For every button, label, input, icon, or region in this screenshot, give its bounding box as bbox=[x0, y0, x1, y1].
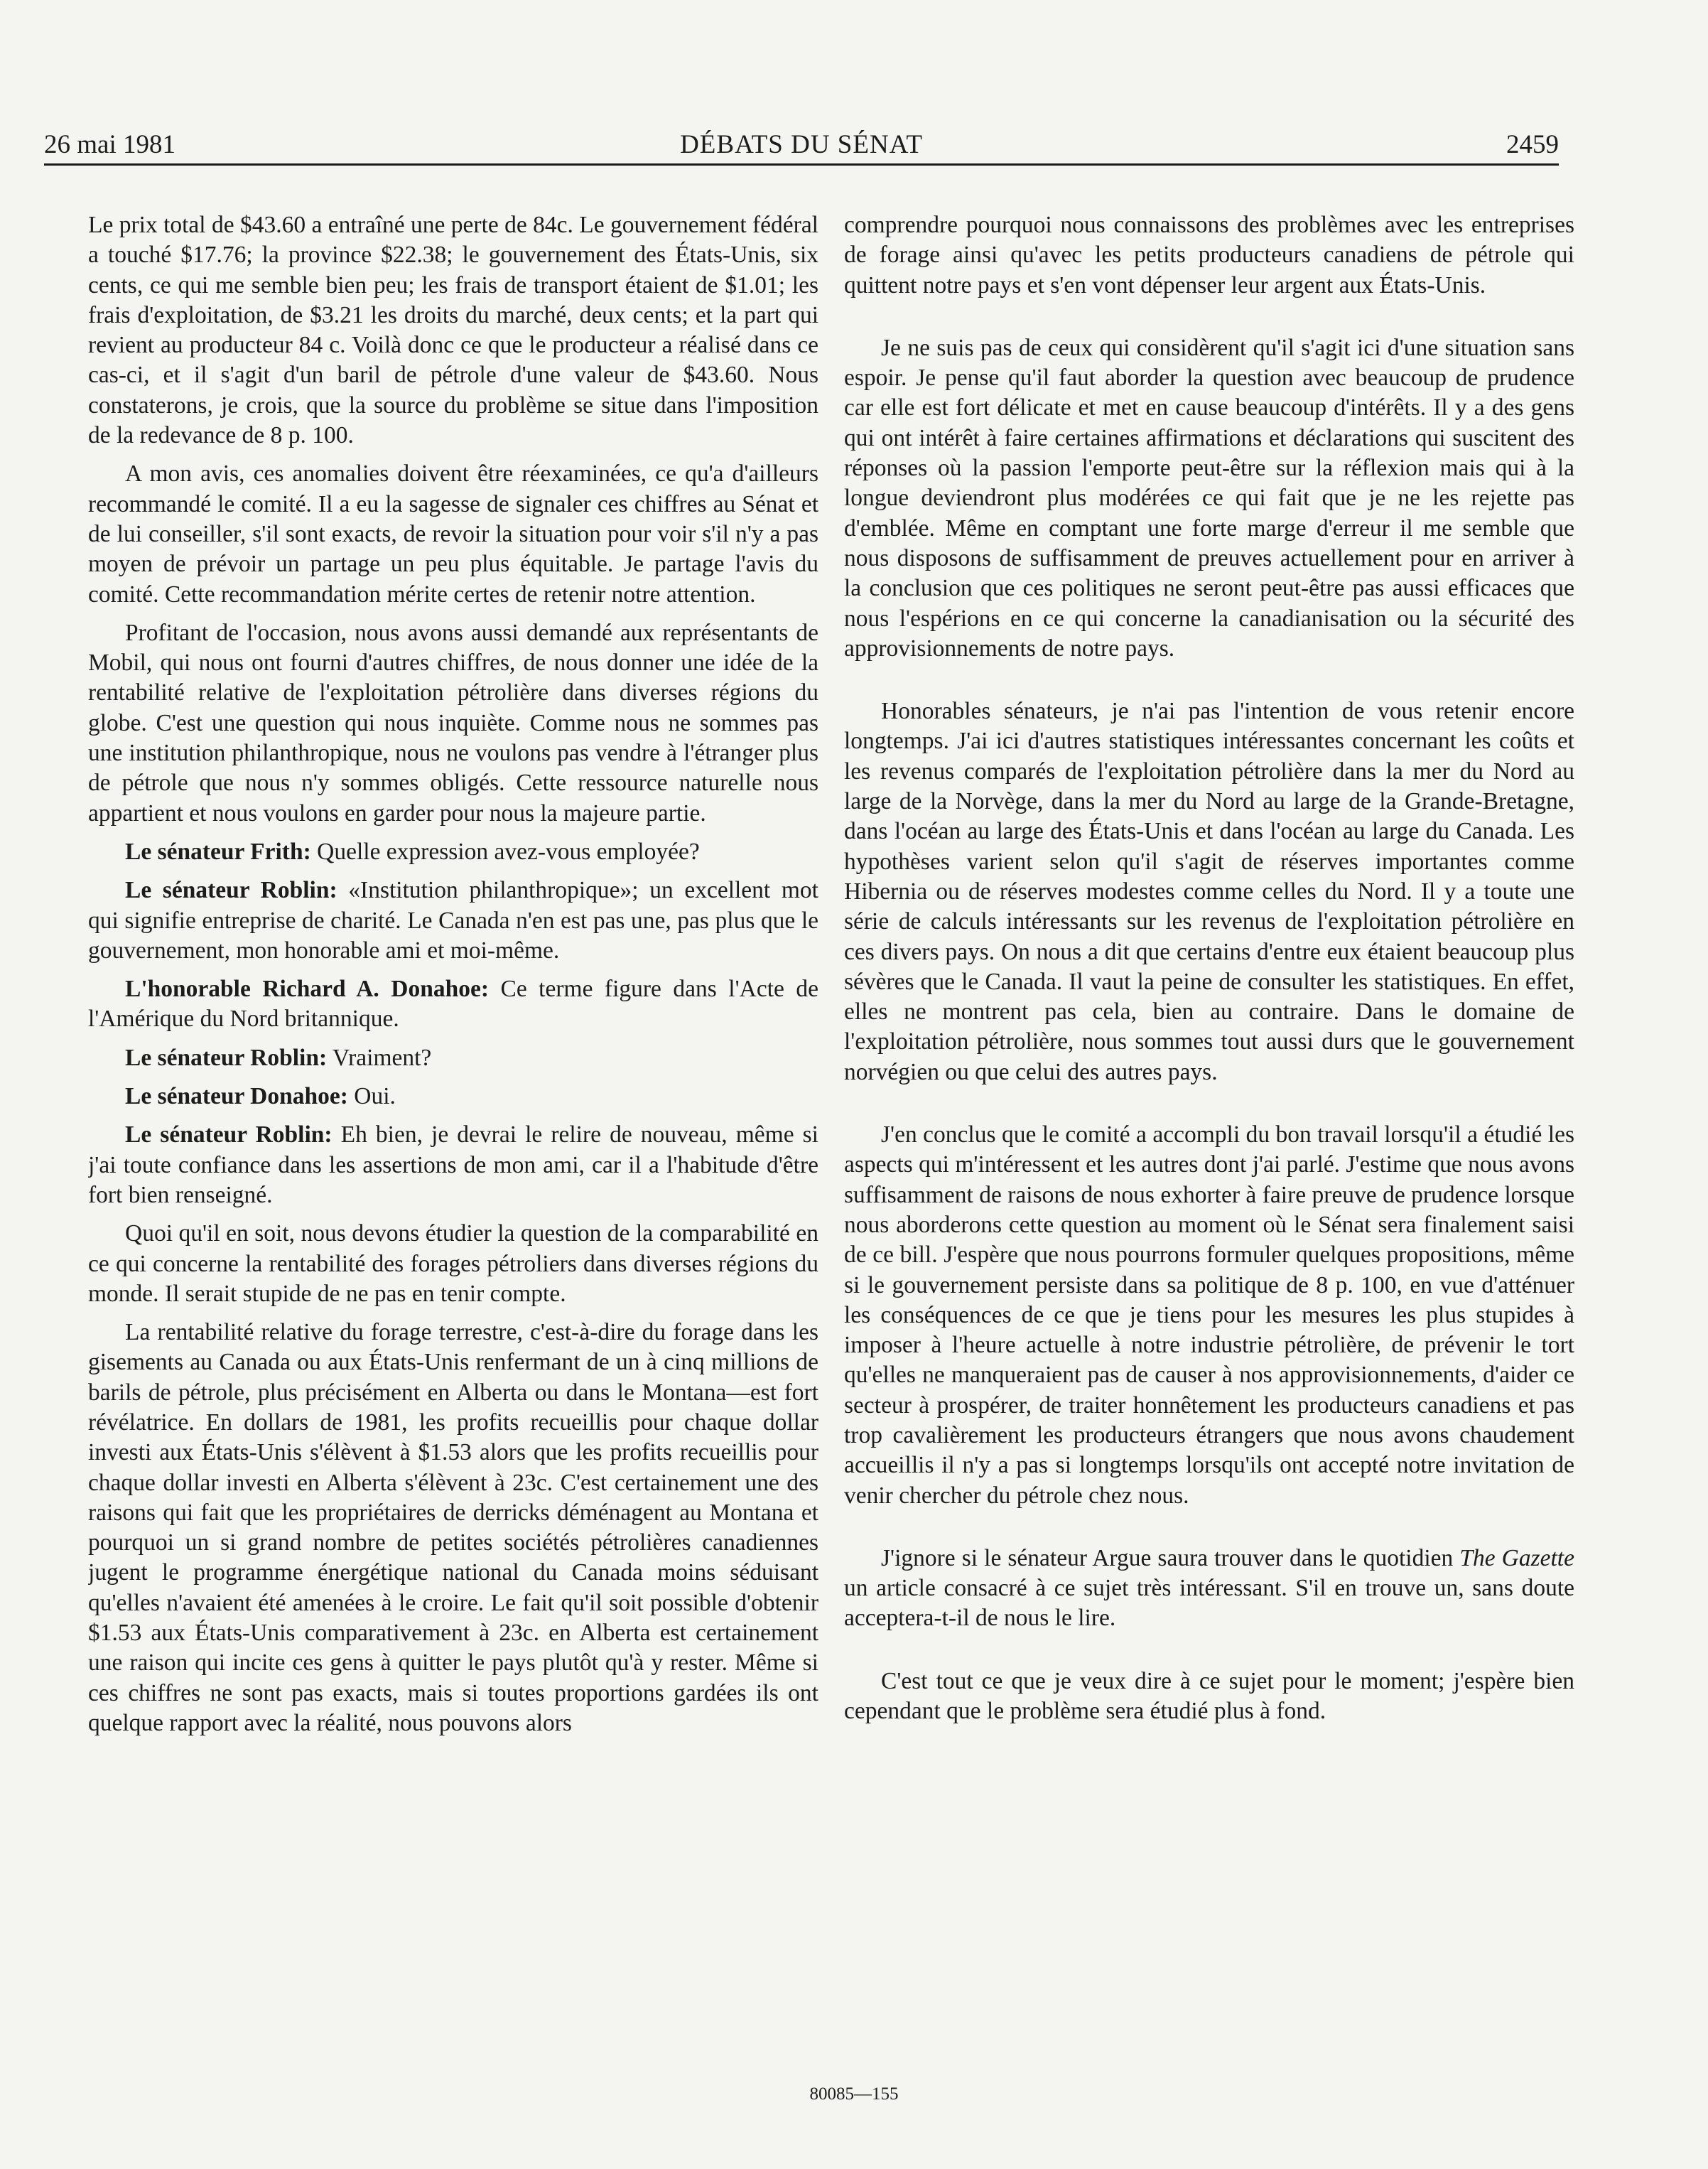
speech-text: Ce terme figure dans l'Acte de l'Amérique du Nord britannique. bbox=[88, 976, 818, 1033]
speaker-name: Le sénateur Donahoe: bbox=[125, 1083, 348, 1110]
header-page-number: 2459 bbox=[1506, 130, 1559, 159]
paragraph: comprendre pourquoi nous connaissons des problèmes avec les entreprises de forage ainsi qu'avec les petits producteurs canadiens de pétrole qui quittent notre pays et s'en vont dépenser leur argent aux États-Unis. bbox=[844, 212, 1574, 298]
footer-code: 80085—155 bbox=[809, 2084, 899, 2104]
speech bbox=[88, 876, 818, 966]
paragraph: Honorables sénateurs, je n'ai pas l'intention de vous retenir encore longtemps. J'ai ici d'autres statistiques intéressantes concernant les coûts et les revenus comparés de l'exploitation pétrolière dans la mer du Nord au large de la Norvège, dans la mer du Nord au large de la Grande-Bretagne, dans l'océan au large des États-Unis et dans l'océan au large du Canada. Les hypothèses varient selon qu'il s'agit de réserves importantes comme Hibernia ou de réserves modestes comme celles du Nord. Il y a toute une série de calculs intéressants sur les revenus de l'exploitation pétrolière en ces divers pays. On nous a dit que certains d'entre eux étaient beaucoup plus sévères que le Canada. Il vaut la peine de consulter les statistiques. En effet, elles ne montrent pas cela, bien au contraire. Dans le domaine de l'exploitation pétrolière, nous sommes tout aussi durs que le gouvernement norvégien ou que celui des autres pays. bbox=[844, 698, 1574, 1085]
speech-text: Vraiment? bbox=[327, 1044, 432, 1071]
speech bbox=[88, 837, 818, 867]
speech bbox=[88, 1082, 818, 1112]
speech bbox=[88, 1043, 818, 1073]
paragraph-text: J'ignore si le sénateur Argue saura trouver dans le quotidien bbox=[881, 1544, 1460, 1571]
speaker-name: Le sénateur Roblin: bbox=[125, 877, 337, 904]
paragraph: Je ne suis pas de ceux qui considèrent qu'il s'agit ici d'une situation sans espoir. Je pense qu'il faut aborder la question avec beaucoup de prudence car elle est fort délicate et met en cause beaucoup d'intérêts. Il y a des gens qui ont intérêt à faire certaines affirmations et déclarations qui suscitent des réponses où la passion l'emporte peut-être sur la réflexion mais qui à la longue deviendront plus modérées ce qui fait que je ne les rejette pas d'emblée. Même en comptant une forte marge d'erreur il me semble que nous disposons de suffisamment de preuves actuellement pour en arriver à la conclusion que ces politiques ne seront peut-être pas aussi efficaces que nous l'espérions en ce qui concerne la canadianisation ou la sécurité des approvisionnements de notre pays. bbox=[844, 334, 1574, 662]
header-rule bbox=[44, 163, 1559, 166]
right-column bbox=[844, 210, 1574, 2044]
paragraph bbox=[844, 1544, 1574, 1634]
header-date: 26 mai 1981 bbox=[44, 130, 175, 159]
header-title: DÉBATS DU SÉNAT bbox=[680, 130, 923, 159]
paragraph: J'en conclus que le comité a accompli du bon travail lorsqu'il a étudié les aspects qui m'intéressent et les autres dont j'ai parlé. J'estime que nous avons suffisamment de raisons de nous exhorter à faire preuve de prudence lorsque nous aborderons cette question au moment où le Sénat sera finalement saisi de ce bill. J'espère que nous pourrons formuler quelques propositions, même si le gouvernement persiste dans sa politique de 8 p. 100, en vue d'atténuer les conséquences de ce que je tiens pour les mesures les plus stupides à imposer à l'heure actuelle à notre industrie pétrolière, de prévenir le tort qu'elles ne manqueraient pas de causer à nos approvisionnements, d'aider ce secteur à prospérer, de traiter honnêtement les producteurs canadiens et pas trop cavalièrement les producteurs étrangers que nous avons chaudement accueillis il n'y a pas si longtemps lorsqu'ils ont accepté notre invitation de venir chercher du pétrole chez nous. bbox=[844, 1121, 1574, 1509]
paragraph: La rentabilité relative du forage terrestre, c'est-à-dire du forage dans les gisements au Canada ou aux États-Unis renfermant de un à cinq millions de barils de pétrole, plus précisément en Alberta ou dans le Montana—est fort révélatrice. En dollars de 1981, les profits recueillis pour chaque dollar investi aux États-Unis s'élèvent à $1.53 alors que les profits recueillis pour chaque dollar investi en Alberta s'élèvent à 23c. C'est certainement une des raisons qui fait que les propriétaires de derricks déménagent au Montana et pourquoi un si grand nombre de petites sociétés pétrolières canadiennes jugent le programme énergétique national du Canada moins séduisant qu'elles n'avaient été amenées à le croire. Le fait qu'il soit possible d'obtenir $1.53 aux États-Unis comparativement à 23c. en Alberta est certainement une raison qui incite ces gens à quitter le pays plutôt qu'à y rester. Même si ces chiffres ne sont pas exacts, mais si toutes proportions gardées ils ont quelque rapport avec la réalité, nous pouvons alors bbox=[88, 1319, 818, 1736]
paragraph-text: un article consacré à ce sujet très intéressant. S'il en trouve un, sans doute acceptera-t-il de nous le lire. bbox=[844, 1575, 1574, 1632]
page-header bbox=[44, 127, 1559, 163]
newspaper-title: The Gazette bbox=[1459, 1544, 1574, 1571]
speech-text: Quelle expression avez-vous employée? bbox=[310, 838, 700, 865]
speaker-name: Le sénateur Frith: bbox=[125, 838, 311, 865]
speaker-name: Le sénateur Roblin: bbox=[125, 1044, 328, 1071]
speaker-name: Le sénateur Roblin: bbox=[125, 1121, 333, 1148]
speech-text: «Institution philanthropique»; un excellent mot qui signifie entreprise de charité. Le Canada n'en est pas une, pas plus que le gouvernement, mon honorable ami et moi-même. bbox=[88, 877, 818, 964]
paragraph: Profitant de l'occasion, nous avons aussi demandé aux représentants de Mobil, qui nous ont fourni d'autres chiffres, de nous donner une idée de la rentabilité relative de l'exploitation pétrolière dans diverses régions du globe. C'est une question qui nous inquiète. Comme nous ne sommes pas une institution philanthropique, nous ne voulons pas vendre à l'étranger plus de pétrole que nous n'y sommes obligés. Cette ressource naturelle nous appartient et nous voulons en garder pour nous la majeure partie. bbox=[88, 619, 818, 827]
speech bbox=[88, 974, 818, 1035]
speech bbox=[88, 1120, 818, 1210]
left-column bbox=[88, 210, 818, 2044]
paragraph: A mon avis, ces anomalies doivent être réexaminées, ce qu'a d'ailleurs recommandé le comité. Il a eu la sagesse de signaler ces chiffres au Sénat et de lui conseiller, s'il sont exacts, de revoir la situation pour voir s'il n'y a pas moyen de prévoir un partage un peu plus équitable. Je partage l'avis du comité. Cette recommandation mérite certes de retenir notre attention. bbox=[88, 461, 818, 608]
paragraph: Le prix total de $43.60 a entraîné une perte de 84c. Le gouvernement fédéral a touché $17.76; la province $22.38; le gouvernement des États-Unis, six cents, ce qui me semble bien peu; les frais de transport étaient de $1.01; les frais d'exploitation, de $3.21 les droits du marché, deux cents; et la part qui revient au producteur 84 c. Voilà donc ce que le producteur a réalisé dans ce cas-ci, et il s'agit d'un baril de pétrole d'une valeur de $43.60. Nous constaterons, je crois, que la source du problème se situe dans l'imposition de la redevance de 8 p. 100. bbox=[88, 212, 818, 449]
speech-text: Eh bien, je devrai le relire de nouveau, même si j'ai toute confiance dans les assertions de mon ami, car il a l'habitude d'être fort bien renseigné. bbox=[88, 1121, 818, 1208]
speech-text: Oui. bbox=[347, 1083, 396, 1110]
paragraph: C'est tout ce que je veux dire à ce sujet pour le moment; j'espère bien cependant que le problème sera étudié plus à fond. bbox=[844, 1667, 1574, 1725]
paragraph: Quoi qu'il en soit, nous devons étudier la question de la comparabilité en ce qui concerne la rentabilité des forages pétroliers dans diverses régions du monde. Il serait stupide de ne pas en tenir compte. bbox=[88, 1220, 818, 1307]
speaker-name: L'honorable Richard A. Donahoe: bbox=[125, 976, 489, 1003]
